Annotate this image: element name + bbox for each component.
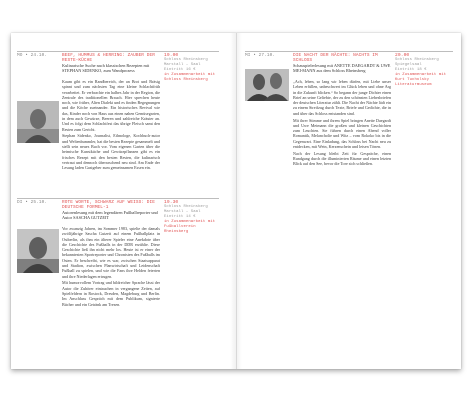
event-title: BEEF, HUMMUS & HERRING: ZAUBER DER RESTE-KÜCHE	[62, 52, 155, 63]
spine-fold	[236, 33, 237, 369]
event-subtitle: Autorenlesung mit dem legendären Fußballreporter und Autor SASCHA GUTZEIT	[62, 210, 158, 221]
body-paragraph: Kaum gibt es ein Randbereich, der an Brot und Bräsig spinnt und zum nächsten Tag eine kleine Schlachtfrüh verarbeitet. Er verbrachte ein halbes Jahr in der Region, die Zentrale des traditionellen Brauch. Hier sprechen heute noch, wie früher, Alten Dialekt und es finden Begegnungen und die Köche zueinander. Ein historisches Revival wie das, Kinder noch von Haus aus einen nahen Gemüsegarten, in dem auch Gewürze, Beeren und zahlreiche Kräuter an. Und es folgt dem Schlachtfest das übrige Fleisch samt den Resten zum Gericht.	[62, 79, 160, 132]
info-line: Fußballverein Rheinsberg	[164, 224, 196, 235]
event-time: 19.00	[164, 52, 179, 58]
event-time: 20.00	[395, 52, 410, 58]
event-date: DI • 25.10.	[17, 199, 48, 205]
event-body	[293, 79, 391, 168]
info-line: Spiegelsaal	[395, 62, 422, 67]
body-paragraph: Stephan Sidenko, Journalist, Ethnologe, Kochbuch-autor und Weltenbummler, hat die besten Rezepte gesammelt und stellt sein neues Buch vor. Vom eigenen Garten über die heimische Kunstküche und Gewürzpflanzen gibt es ein frisches Rezept mit den besten Resten, die kulinarisch vertraut und dennoch überraschend neu sind. Am Ende der Lesung laden Gastgeber zum gemeinsamen Essen ein.	[62, 133, 160, 171]
event-info-sidebar	[395, 53, 455, 89]
magazine-spread	[11, 33, 461, 369]
portrait-image-icon	[17, 101, 59, 143]
info-line: Schloss Rheinsberg	[395, 57, 439, 62]
event-info-sidebar	[164, 53, 222, 84]
info-line: Eintritt 14 €	[164, 214, 196, 219]
body-paragraph: „Ach, leben, so lang wir leben dürfen, mit Liebe unser Leben erfüllen, unbeschwert im Glück leben und ohne Arg in die Zukunft blicken.“ So begann der junge Dichter einen Brief an seine Geliebte, der zu den schönsten Liebesbriefen der deutschen Literatur zählt. Die Nacht der Nächte lädt ein zu einem Streifzug durch Texte, Briefe und Gedichte, die in und über das Schloss entstanden sind.	[293, 79, 391, 116]
event-date: MI • 27.10.	[245, 52, 276, 58]
event-subtitle: Kulinarische Suche nach klassischen Rezepten mit STEPHAN SIDENKO, zum Wandprozess	[62, 63, 150, 74]
body-paragraph: Nach der Lesung bleibt Zeit für Gespräche, einen Rundgang durch die illuminierten Räume und einen letzten Blick auf den See, bevor die Tore sich schließen.	[293, 150, 391, 167]
author-photo	[17, 101, 59, 143]
event-title: ROTE WORTE, SCHWARZ AUF WEISS: DIE DEUTSCHE FORMEL-1	[62, 199, 155, 210]
body-paragraph: Mit humorvollem Vortrag und bildreicher Sprache lässt der Autor die Zuhörer eintauchen in vergangene Zeiten, auf Spielfeldern in Rostock, Dresden, Magdeburg und Berlin. Im Anschluss Gespräch mit dem Publikum, signierte Bücher und ein Getränk am Tresen.	[62, 280, 160, 307]
event-title: DIE NACHT DER NÄCHTE: NACHTS IM SCHLOSS	[293, 52, 378, 63]
info-line: in Zusammenarbeit mit	[164, 219, 216, 224]
event-body	[62, 79, 160, 172]
info-line: Marstall – Saal	[164, 209, 201, 214]
info-line: in Zusammenarbeit mit	[164, 72, 216, 77]
author-photo	[245, 69, 289, 101]
event-date: MO • 24.10.	[17, 52, 48, 58]
event-time: 19.30	[164, 199, 179, 205]
event-subtitle: Schauspielerlesung mit ANETTE DAEGARDT & UWE MEI-MANN aus dem Schloss Rheinsberg	[293, 63, 391, 74]
info-line: Schloss Rheinsberg	[164, 77, 208, 82]
info-line: Marstall – Saal	[164, 62, 201, 67]
info-line: Eintritt 16 €	[164, 67, 196, 72]
info-line: in Zusammenarbeit mit	[395, 72, 447, 77]
body-paragraph: Vor zwanzig Jahren, im Sommer 1983, spielte der damals zwölfjährige Sascha Gutzeit auf einem Fußballplatz in Ostberlin, als ihm ein älterer Spieler eine Anekdote über die Geschichte des Fußballs in der DDR erzählte. Diese Geschichte ließ ihn nicht mehr los. Heute ist er einer der bekanntesten Sportreporter und Chronisten des Fußballs im Osten. Er beschreibt, wie es war, zwischen Staatsapparat und Stadion, zwischen Planwirtschaft und Leidenschaft Fußball zu spielen, und wie die Fans ihre Helden feierten und ihre Niederlagen ertrugen.	[62, 226, 160, 279]
event-body	[62, 226, 160, 308]
author-photo	[17, 229, 59, 273]
info-line: Schloss Rheinsberg	[164, 204, 208, 209]
body-paragraph: Mit ihrer Stimme und ihrem Spiel bringen Anette Daegardt und Uwe Meimann die großen und kleinen Geschichten zum Leuchten. Sie führen durch einen Abend voller Romantik, Melancholie und Witz – vom Rokoko bis in die Gegenwart. Eine Einladung, das Schloss bei Nacht neu zu entdecken, mit Wein, Kerzenschein und leisen Tönen.	[293, 117, 391, 150]
event-info-sidebar	[164, 200, 222, 236]
portrait-image-icon	[17, 229, 59, 273]
info-line: Kurt Tucholsky Literaturmuseum	[395, 77, 432, 88]
portrait-image-icon	[245, 69, 289, 101]
info-line: Schloss Rheinsberg	[164, 57, 208, 62]
info-line: Eintritt 18 €	[395, 67, 427, 72]
